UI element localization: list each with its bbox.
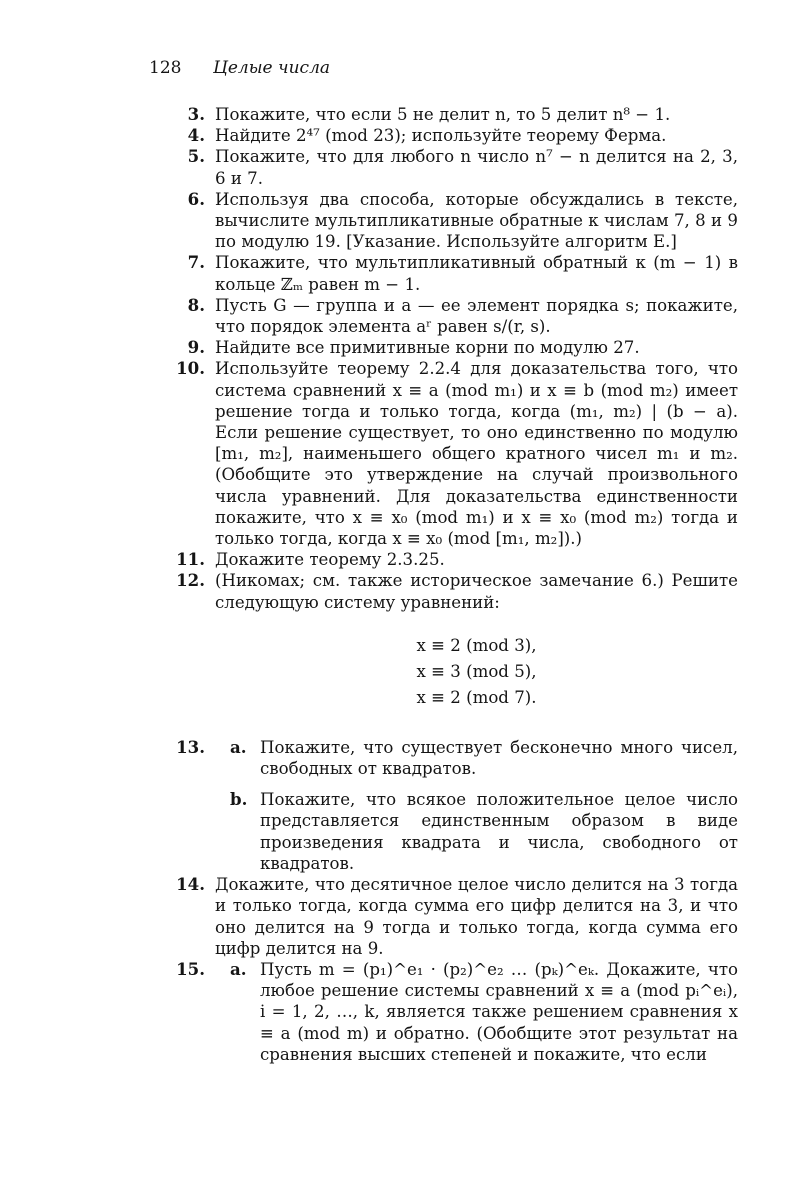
exercise-text: Покажите, что мультипликативный обратный к (m − 1) в кольце ℤₘ равен m − 1. [215, 253, 738, 294]
running-title: Целые числа [213, 58, 331, 78]
exercise-text: Найдите 2⁴⁷ (mod 23); используйте теорему Ферма. [215, 126, 667, 146]
exercise-text: Покажите, что для любого n число n⁷ − n делится на 2, 3, 6 и 7. [215, 147, 738, 188]
exercise-11 [172, 549, 738, 570]
exercise-list [172, 104, 738, 1065]
exercise-14 [172, 874, 738, 959]
exercise-text: (Никомах; см. также историческое замечание 6.) Решите следующую систему уравнений: [215, 571, 738, 612]
exercise-number: 13. [176, 736, 205, 757]
exercise-12 [172, 570, 738, 612]
exercise-3 [172, 104, 738, 125]
exercise-text: Пусть G — группа и a — ее элемент порядка s; покажите, что порядок элемента aʳ равен s/(r, s). [215, 295, 738, 337]
exercise-number: 14. [176, 874, 205, 895]
exercise-text: Докажите, что десятичное целое число делится на 3 тогда и только тогда, когда сумма его цифр делится на 3, и что оно делится на 9 тогда и только тогда, когда сумма его цифр делится на 9. [215, 875, 738, 958]
exercise-number: 11. [176, 549, 205, 570]
exercise-13a [172, 737, 738, 779]
exercise-text: Докажите теорему 2.3.25. [215, 550, 445, 570]
exercise-number: 7. [187, 252, 205, 273]
exercise-15a [172, 959, 738, 1065]
equation: x ≡ 3 (mod 5), [416, 661, 537, 681]
exercise-13b [172, 789, 738, 874]
exercise-9 [172, 337, 738, 358]
page-number: 128 [149, 58, 182, 78]
subitem-label: a. [230, 958, 247, 979]
equation-system [172, 633, 738, 711]
exercise-number: 9. [187, 337, 205, 358]
exercise-text: Покажите, что всякое положительное целое число представляется единственным образом в виде произведения квадрата и числа, свободного от квадратов. [260, 790, 738, 873]
subitem-label: a. [230, 736, 247, 757]
equation: x ≡ 2 (mod 3), [416, 635, 537, 655]
exercise-number: 3. [187, 104, 205, 124]
exercise-text: Покажите, что существует бесконечно много чисел, свободных от квадратов. [260, 737, 738, 779]
exercise-number: 15. [176, 958, 205, 979]
exercise-10 [172, 358, 738, 549]
exercise-number: 4. [187, 125, 205, 146]
exercise-number: 12. [176, 570, 205, 591]
exercise-number: 5. [187, 146, 205, 167]
exercise-number: 8. [187, 294, 205, 315]
exercise-4 [172, 125, 738, 146]
exercise-text: Используя два способа, которые обсуждались в тексте, вычислите мультипликативные обратные к числам 7, 8 и 9 по модулю 19. [Указание. Используйте алгоритм E.] [215, 189, 738, 252]
page-header [149, 58, 330, 78]
exercise-text: Пусть m = (p₁)^e₁ · (p₂)^e₂ … (pₖ)^eₖ. Докажите, что любое решение системы сравнений x ≡ a (mod pᵢ^eᵢ), i = 1, 2, …, k, является также решением сравнения x ≡ a (mod m) и обратно. (Обобщите этот результат на сравнения высших степеней и покажите, что если [260, 959, 738, 1064]
exercise-text: Используйте теорему 2.2.4 для доказательства того, что система сравнений x ≡ a (mod m₁) и x ≡ b (mod m₂) имеет решение тогда и только тогда, когда (m₁, m₂) | (b − a). Если решение существует, то оно единственно по модулю [m₁, m₂], наименьшего общего кратного чисел m₁ и m₂. (Обобщите это утверждение на случай произвольного числа уравнений. Для доказательства единственности покажите, что x ≡ x₀ (mod m₁) и x ≡ x₀ (mod m₂) тогда и только тогда, когда x ≡ x₀ (mod [m₁, m₂]).) [215, 359, 738, 549]
exercise-7 [172, 252, 738, 294]
exercise-5 [172, 146, 738, 188]
exercise-text: Найдите все примитивные корни по модулю 27. [215, 338, 640, 358]
exercise-number: 6. [187, 188, 205, 209]
exercise-text: Покажите, что если 5 не делит n, то 5 делит n⁸ − 1. [215, 105, 671, 124]
equation: x ≡ 2 (mod 7). [416, 687, 537, 707]
subitem-label: b. [230, 789, 248, 810]
exercise-8 [172, 295, 738, 337]
exercise-number: 10. [176, 358, 205, 379]
exercise-6 [172, 189, 738, 253]
